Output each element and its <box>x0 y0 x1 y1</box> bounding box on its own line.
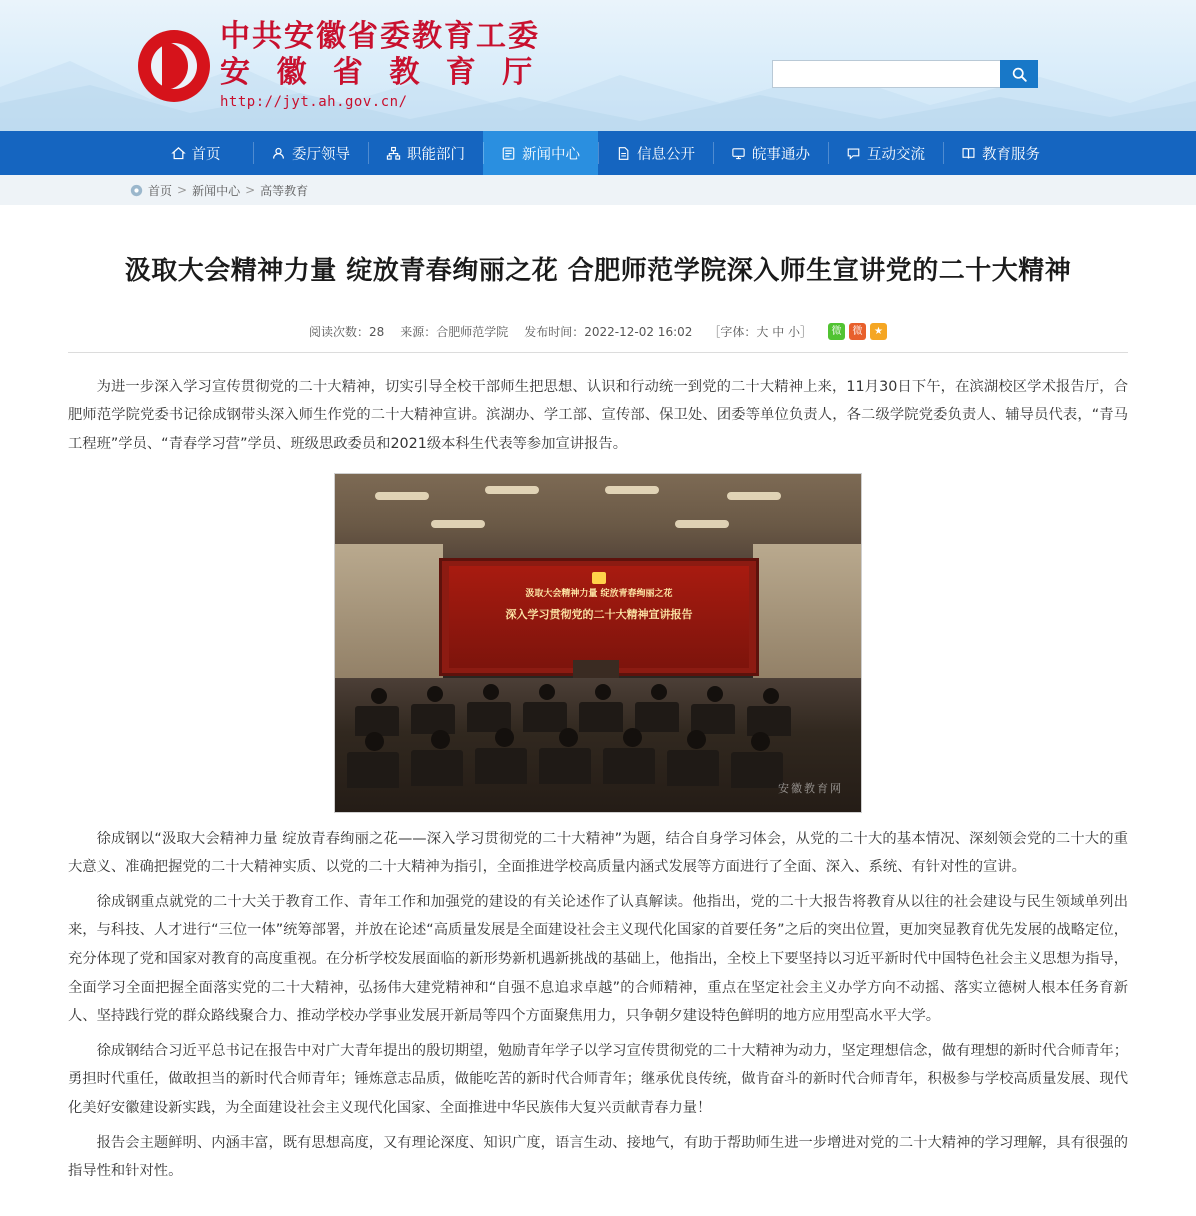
audience-person <box>763 688 779 704</box>
article-body <box>68 373 1128 1186</box>
nav-item-education-service[interactable] <box>943 131 1058 175</box>
audience-person <box>427 686 443 702</box>
logo-line-1: 中共安徽省委教育工委 <box>220 19 540 54</box>
audience-seat <box>411 704 455 734</box>
ceiling-lamp <box>675 520 729 528</box>
audience-person <box>431 730 450 749</box>
nav-label: 皖事通办 <box>752 146 810 163</box>
nav-label: 职能部门 <box>407 146 465 163</box>
weibo-share-icon[interactable]: 微 <box>849 323 866 340</box>
breadcrumb-item-news-center[interactable]: 新闻中心 <box>192 183 241 198</box>
breadcrumb <box>130 182 308 199</box>
nav-item-departments[interactable] <box>368 131 483 175</box>
article-paragraph: 为进一步深入学习宣传贯彻党的二十大精神，切实引导全校干部师生把思想、认识和行动统一到党的二十大精神上来，11月30日下午，在滨湖校区学术报告厅，合肥师范学院党委书记徐成钢带头深入师生作党的二十大精神宣讲。滨湖办、学工部、宣传部、保卫处、团委等单位负责人，各二级学院党委负责人、辅导员代表，“青马工程班”学员、“青春学习营”学员、班级思政委员和2021级本科生代表等参加宣讲报告。 <box>68 378 1128 452</box>
screen-headline-1: 汲取大会精神力量 绽放青春绚丽之花 <box>525 588 673 599</box>
article-paragraph: 徐成钢重点就党的二十大关于教育工作、青年工作和加强党的建设的有关论述作了认真解读。他指出，党的二十大报告将教育从以往的社会建设与民生领域单列出来，与科技、人才进行“三位一体”统筹部署，并放在论述“高质量发展是全面建设社会主义现代化国家的首要任务”之后的突出位置，更加突显教育优先发展的战略定位，充分体现了党和国家对教育的高度重视。在分析学校发展面临的新形势新机遇新挑战的基础上，他指出，全校上下要坚持以习近平新时代中国特色社会主义思想为指导，全面学习全面把握全面落实党的二十大精神，弘扬伟大建党精神和“自强不息追求卓越”的合师精神，重点在坚定社会主义办学方向不动摇、落实立德树人根本任务育新人、坚持践行党的群众路线聚合力、推动学校办学事业发展开新局等四个方面聚焦用力，只争朝夕建设特色鲜明的地方应用型高水平大学。 <box>68 893 1128 1025</box>
photo-stage-screen <box>449 566 749 668</box>
audience-person <box>707 686 723 702</box>
nav-item-home[interactable] <box>138 131 253 175</box>
nav-label: 信息公开 <box>637 146 695 163</box>
home-icon <box>171 146 186 161</box>
audience-seat <box>355 706 399 736</box>
nav-label: 新闻中心 <box>522 146 580 163</box>
audience-person <box>751 732 770 751</box>
red-circle-e-emblem-icon <box>138 30 210 102</box>
article-figure <box>334 473 862 813</box>
logo-text <box>220 19 541 110</box>
nav-item-news-center[interactable] <box>483 131 598 175</box>
article-container <box>68 205 1128 1216</box>
audience-seat <box>411 750 463 786</box>
org-icon <box>386 146 401 161</box>
audience-person <box>595 684 611 700</box>
ceiling-lamp <box>727 492 781 500</box>
lecture-hall-photo <box>334 473 862 813</box>
photo-right-wall <box>753 544 861 694</box>
news-icon <box>501 146 516 161</box>
party-emblem-icon <box>592 572 606 584</box>
main-navigation <box>0 131 1196 175</box>
search-input[interactable] <box>772 60 1000 88</box>
page-title: 汲取大会精神力量 绽放青春绚丽之花 合肥师范学院深入师生宣讲党的二十大精神 <box>124 256 1072 287</box>
audience-seat <box>579 702 623 732</box>
book-icon <box>961 146 976 161</box>
audience-seat <box>667 750 719 786</box>
logo-line-2: 安 徽 省 教 育 厅 <box>220 55 541 90</box>
nav-label: 教育服务 <box>982 146 1040 163</box>
nav-label: 委厅领导 <box>292 146 350 163</box>
audience-seat <box>731 752 783 788</box>
font-size-switcher[interactable]: ［字体：大 中 小］ <box>708 324 813 339</box>
photo-left-wall <box>335 544 443 694</box>
chat-icon <box>846 146 861 161</box>
audience-person <box>371 688 387 704</box>
audience-person <box>483 684 499 700</box>
monitor-icon <box>731 146 746 161</box>
audience-person <box>651 684 667 700</box>
breadcrumb-item-higher-education[interactable]: 高等教育 <box>260 183 309 198</box>
photo-watermark: 安徽教育网 <box>778 781 843 795</box>
audience-person <box>559 728 578 747</box>
audience-seat <box>603 748 655 784</box>
location-icon <box>130 184 143 197</box>
view-count: 阅读次数：28 <box>308 324 385 339</box>
nav-item-leaders[interactable] <box>253 131 368 175</box>
publish-time: 发布时间：2022-12-02 16:02 <box>524 324 693 339</box>
article-paragraph: 徐成钢结合习近平总书记在报告中对广大青年提出的殷切期望，勉励青年学子以学习宣传贯彻党的二十大精神为动力，坚定理想信念，做有理想的新时代合师青年；勇担时代重任，做敢担当的新时代合师青年；锤炼意志品质，做能吃苦的新时代合师青年；继承优良传统，做肯奋斗的新时代合师青年，积极参与学校高质量发展、现代化美好安徽建设新实践，为全面建设社会主义现代化国家、全面推进中华民族伟大复兴贡献青春力量！ <box>68 1042 1128 1116</box>
search-button[interactable] <box>1000 60 1038 88</box>
breadcrumb-separator: > <box>177 183 188 197</box>
article-paragraph: 报告会主题鲜明、内涵丰富，既有思想高度，又有理论深度、知识广度，语言生动、接地气，有助于帮助师生进一步增进对党的二十大精神的学习理解，具有很强的指导性和针对性。 <box>68 1134 1128 1180</box>
site-header <box>0 0 1196 131</box>
nav-item-service-platform[interactable] <box>713 131 828 175</box>
favorite-icon[interactable]: ★ <box>870 323 887 340</box>
audience-person <box>495 728 514 747</box>
audience-person <box>539 684 555 700</box>
search-icon <box>1011 66 1028 83</box>
user-icon <box>271 146 286 161</box>
nav-item-interaction[interactable] <box>828 131 943 175</box>
audience-seat <box>539 748 591 784</box>
logo-url: http://jyt.ah.gov.cn/ <box>220 94 408 110</box>
audience-person <box>365 732 384 751</box>
wechat-share-icon[interactable]: 微 <box>828 323 845 340</box>
nav-inner <box>138 131 1058 175</box>
article-meta <box>68 323 1128 350</box>
ceiling-lamp <box>605 486 659 494</box>
audience-seat <box>475 748 527 784</box>
breadcrumb-item-home[interactable]: 首页 <box>148 183 173 198</box>
audience-seat <box>635 702 679 732</box>
article-source: 来源：合肥师范学院 <box>400 324 509 339</box>
search-box[interactable] <box>772 60 1038 88</box>
site-logo[interactable] <box>138 19 541 110</box>
document-icon <box>616 146 631 161</box>
breadcrumb-bar <box>0 175 1196 205</box>
nav-label: 互动交流 <box>867 146 925 163</box>
breadcrumb-separator: > <box>245 183 256 197</box>
ceiling-lamp <box>375 492 429 500</box>
audience-seat <box>347 752 399 788</box>
audience-person <box>687 730 706 749</box>
ceiling-lamp <box>431 520 485 528</box>
share-buttons <box>828 323 887 340</box>
article-paragraph: 徐成钢以“汲取大会精神力量 绽放青春绚丽之花——深入学习贯彻党的二十大精神”为题，结合自身学习体会，从党的二十大的基本情况、深刻领会党的二十大的重大意义、准确把握党的二十大精神实质、以党的二十大精神为指引，全面推进学校高质量内涵式发展等方面进行了全面、深入、系统、有针对性的宣讲。 <box>68 830 1128 876</box>
audience-seat <box>523 702 567 732</box>
audience-person <box>623 728 642 747</box>
screen-headline-2: 深入学习贯彻党的二十大精神宣讲报告 <box>505 607 693 621</box>
nav-item-info-disclosure[interactable] <box>598 131 713 175</box>
nav-label: 首页 <box>191 146 221 163</box>
ceiling-lamp <box>485 486 539 494</box>
title-divider <box>68 352 1128 353</box>
audience-seat <box>747 706 791 736</box>
